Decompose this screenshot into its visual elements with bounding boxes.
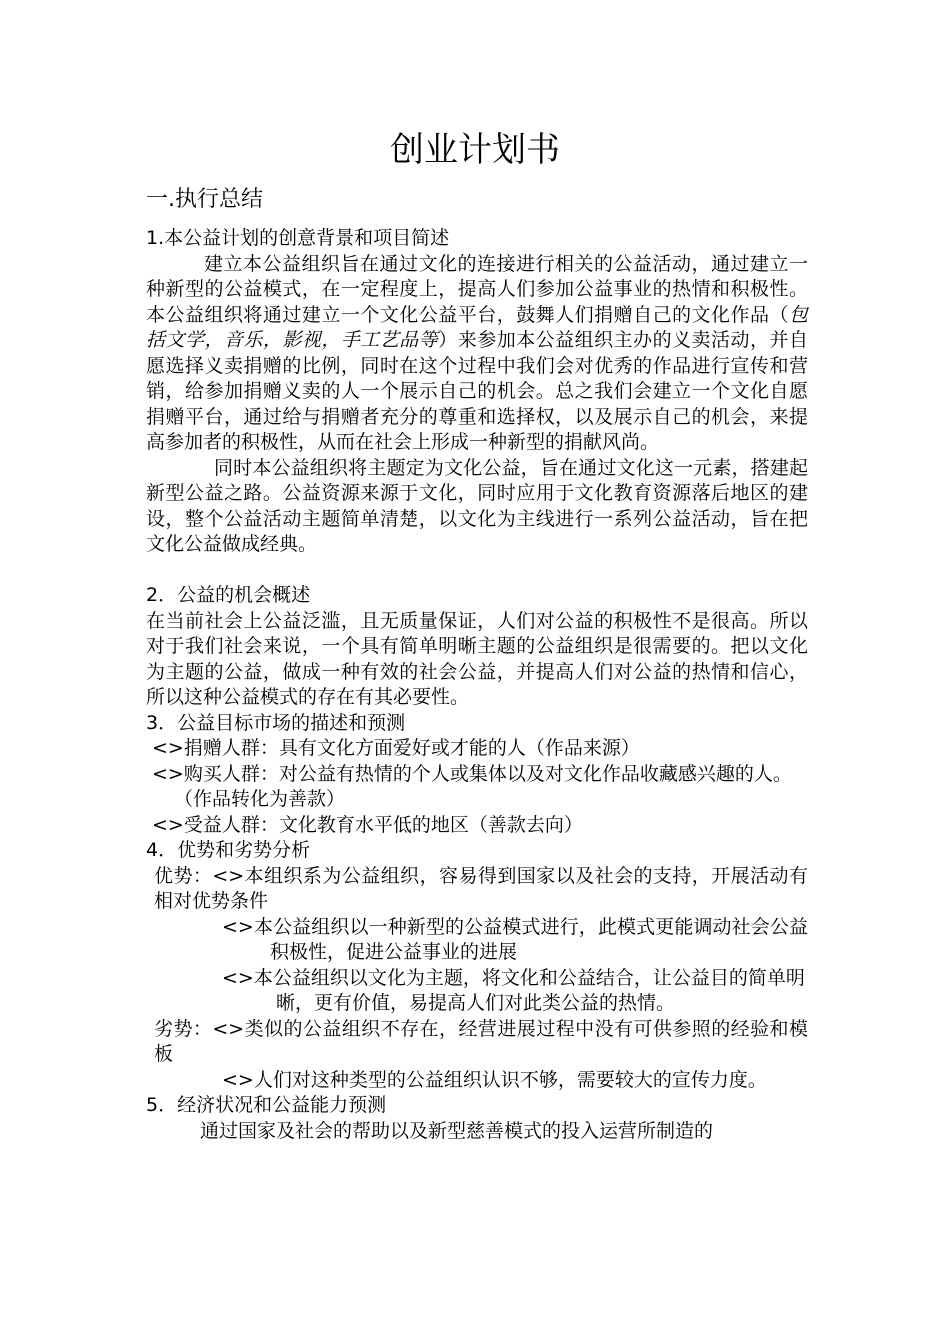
paragraph-opportunity: 在当前社会上公益泛滥，且无质量保证，人们对公益的积极性不是很高。所以对于我们社会来说，一个具有简单明晰主题的公益组织是很需要的。把以文化为主题的公益，做成一种有效的社会公益，并提高人们对公益的热情和信心，所以这种公益模式的存在有其必要性。 — [146, 609, 808, 708]
subsection-heading-4: 4．优势和劣势分析 — [146, 839, 311, 861]
paragraph-background-part1: 建立本公益组织旨在通过文化的连接进行相关的公益活动，通过建立一种新型的公益模式，在一定程度上，提高人们参加公益事业的热情和积极性。本公益组织将通过建立一个文化公益平台，鼓舞人们捐赠自己的文化作品（ — [146, 252, 808, 326]
paragraph-theme: 同时本公益组织将主题定为文化公益，旨在通过文化这一元素，搭建起新型公益之路。公益资源来源于文化，同时应用于文化教育资源落后地区的建设，整个公益活动主题简单清楚，以文化为主线进行一系列公益活动，旨在把文化公益做成经典。 — [146, 456, 808, 555]
subsection-heading-3: 3．公益目标市场的描述和预测 — [146, 711, 406, 734]
paragraph-background — [146, 252, 808, 456]
spacer — [146, 558, 808, 584]
list-item-beneficiaries: <>受益人群：文化教育水平低的地区（善款去向） — [152, 813, 583, 836]
paragraph-economic-forecast: 通过国家及社会的帮助以及新型慈善模式的投入运营所制造的 — [200, 1119, 714, 1142]
document-body — [146, 226, 808, 1144]
paragraph-background-part2: ）来参加本公益组织主办的义卖活动，并自愿选择义卖捐赠的比例，同时在这个过程中我们会对优秀的作品进行宣传和营销，给参加捐赠义卖的人一个展示自己的机会。总之我们会建立一个文化自愿捐赠平台，通过给与捐赠者充分的尊重和选择权，以及展示自己的机会，来提高参加者的积极性，从而在社会上形成一种新型的捐献风尚。 — [146, 329, 808, 453]
paragraph-background-italic: 包括文学，音乐，影视，手工艺品等 — [146, 303, 808, 351]
disadvantage-item-awareness: <>人们对这种类型的公益组织认识不够，需要较大的宣传力度。 — [222, 1068, 767, 1091]
list-item-donors: <>捐赠人群：具有文化方面爱好或才能的人（作品来源） — [152, 737, 640, 759]
subsection-heading-1: 1.本公益计划的创意背景和项目简述 — [146, 227, 450, 249]
disadvantages-main: 劣势：<>类似的公益组织不存在，经营进展过程中没有可供参照的经验和模板 — [154, 1017, 808, 1065]
document-title: 创业计划书 — [390, 130, 560, 170]
subsection-heading-5: 5．经济状况和公益能力预测 — [146, 1094, 387, 1116]
list-item-buyers: <>购买人群：对公益有热情的个人或集体以及对文化作品收藏感兴趣的人。（作品转化为善款） — [152, 762, 792, 810]
advantage-item-new-model: <>本公益组织以一种新型的公益模式进行，此模式更能调动社会公益积极性，促进公益事业的进展 — [222, 915, 808, 963]
section-heading-executive-summary: 一.执行总结 — [146, 187, 263, 212]
advantages-main: 优势：<>本组织系为公益组织，容易得到国家以及社会的支持，开展活动有相对优势条件 — [154, 864, 808, 912]
subsection-heading-2: 2．公益的机会概述 — [146, 584, 311, 606]
advantage-item-culture-theme: <>本公益组织以文化为主题，将文化和公益结合，让公益目的简单明晰，更有价值，易提高人们对此类公益的热情。 — [222, 966, 805, 1014]
